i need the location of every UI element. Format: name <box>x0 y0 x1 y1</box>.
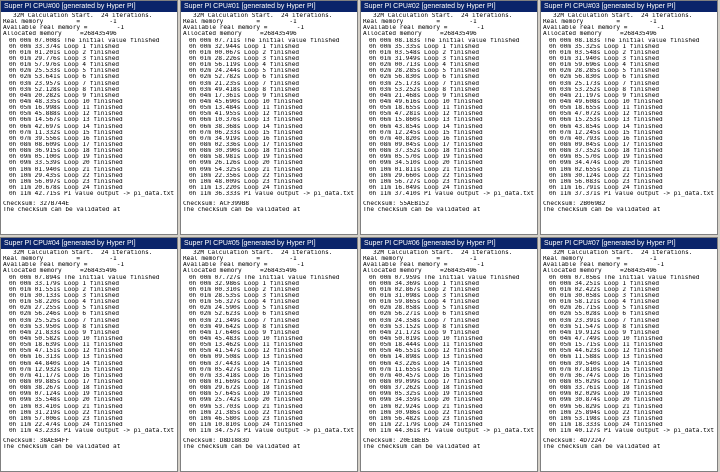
validate-line: The checksum can be validated at <box>3 207 121 214</box>
header-line-available-memory: Available real memory = -1 <box>183 25 305 32</box>
validate-line: The checksum can be validated at <box>543 207 661 214</box>
header-line-available-memory: Available real memory = -1 <box>543 262 665 269</box>
loop-line: 0h 01m 02.867s Loop 2 finished <box>369 286 480 293</box>
loop-line: 0h 05m 16.998s Loop 11 finished <box>9 105 123 112</box>
loop-line: 0h 11m 10.810s Loop 24 finished <box>189 421 303 428</box>
validate-line: The checksum can be validated at <box>3 444 121 451</box>
header-line-available-memory: Available real memory = -1 <box>543 25 665 32</box>
loop-line: 0h 01m 00.067s Loop 2 finished <box>189 49 300 56</box>
window-title[interactable]: Super PI CPU#01 [generated by Hyper PI] <box>181 1 357 12</box>
loop-line: 0h 08m 09.885s Loop 17 finished <box>9 378 123 385</box>
loop-line: 0h 07m 40.820s Loop 16 finished <box>369 135 483 142</box>
loop-line: 0h 04m 17.640s Loop 9 finished <box>189 329 300 336</box>
loop-line: 0h 01m 30.133s Loop 3 finished <box>9 292 120 299</box>
loop-line: 0h 10m 02.655s Loop 21 finished <box>549 166 663 173</box>
loop-line: 0h 00m 34.369s Loop 1 finished <box>369 280 480 287</box>
loop-line: 0h 09m 34.510s Loop 20 finished <box>369 160 483 167</box>
header-line-real-memory: Real memory = -1 <box>363 256 477 263</box>
header-line-real-memory: Real memory = -1 <box>543 256 657 263</box>
loop-line: 0h 01m 28.535s Loop 3 finished <box>189 292 300 299</box>
pi-output-line: 0h 11m 43.233s PI value output -> pi_data.txt <box>9 428 175 435</box>
loop-line: 0h 01m 00.310s Loop 2 finished <box>189 286 300 293</box>
loop-line: 0h 06m 15.253s Loop 13 finished <box>549 117 663 124</box>
loop-line: 0h 07m 40.793s Loop 16 finished <box>549 135 663 142</box>
loop-line: 0h 10m 02.924s Loop 21 finished <box>369 403 483 410</box>
loop-line: 0h 05m 47.072s Loop 12 finished <box>549 111 663 118</box>
loop-line: 0h 02m 56.246s Loop 6 finished <box>9 311 120 318</box>
loop-line: 0h 06m 09.508s Loop 13 finished <box>189 354 303 361</box>
header-line-calc-start: 32M Calculation Start. 24 iterations. <box>13 250 153 256</box>
loop-line: 0h 08m 08.609s Loop 17 finished <box>9 141 123 148</box>
loop-line: 0h 08m 05.029s Loop 17 finished <box>549 378 663 385</box>
superpi-window-7[interactable] <box>540 237 718 472</box>
superpi-window-4[interactable] <box>0 237 178 472</box>
loop-line: 0h 11m 22.474s Loop 24 finished <box>9 421 123 428</box>
loop-line: 0h 03m 53.152s Loop 8 finished <box>369 323 480 330</box>
loop-line: 0h 00m 08.183s The initial value finished <box>369 37 520 44</box>
loop-line: 0h 09m 05.570s Loop 19 finished <box>549 154 663 161</box>
loop-line: 0h 06m 14.898s Loop 13 finished <box>369 354 483 361</box>
console-output <box>541 249 717 451</box>
window-title[interactable]: Super PI CPU#00 [generated by Hyper PI] <box>1 1 177 12</box>
loop-line: 0h 10m 57.006s Loop 23 finished <box>9 415 123 422</box>
header-line-allocated-memory: Allocated memory =268435496 <box>543 268 657 275</box>
loop-line: 0h 05m 41.547s Loop 12 finished <box>189 348 303 355</box>
loop-line: 0h 04m 50.582s Loop 10 finished <box>9 335 123 342</box>
header-line-real-memory: Real memory = -1 <box>183 19 297 26</box>
loop-line: 0h 07m 36.747s Loop 16 finished <box>549 372 663 379</box>
loop-line: 0h 03m 23.391s Loop 7 finished <box>549 317 660 324</box>
pi-output-line: 0h 11m 42.715s PI value output -> pi_data.txt <box>9 191 175 198</box>
pi-output-line: 0h 11m 37.410s PI value output -> pi_data.txt <box>369 191 535 198</box>
loop-line: 0h 10m 25.894s Loop 22 finished <box>549 409 663 416</box>
header-line-calc-start: 32M Calculation Start. 24 iterations. <box>373 250 513 256</box>
loop-line: 0h 04m 20.282s Loop 9 finished <box>9 92 120 99</box>
loop-line: 0h 07m 41.177s Loop 16 finished <box>9 372 123 379</box>
checksum-line: Checksum: 38AEB4FF <box>3 438 70 445</box>
loop-line: 0h 01m 58.121s Loop 4 finished <box>549 299 660 306</box>
loop-line: 0h 05m 18.444s Loop 11 finished <box>369 342 483 349</box>
header-line-allocated-memory: Allocated memory =268435496 <box>183 268 297 275</box>
loop-line: 0h 02m 52.782s Loop 6 finished <box>189 74 300 81</box>
validate-line: The checksum can be validated at <box>183 207 301 214</box>
window-title[interactable]: Super PI CPU#05 [generated by Hyper PI] <box>181 238 357 249</box>
loop-line: 0h 04m 49.608s Loop 10 finished <box>549 98 663 105</box>
loop-line: 0h 05m 18.639s Loop 11 finished <box>9 342 123 349</box>
loop-line: 0h 08m 57.645s Loop 19 finished <box>189 391 303 398</box>
header-line-real-memory: Real memory = -1 <box>183 256 297 263</box>
loop-line: 0h 08m 09.045s Loop 17 finished <box>369 141 483 148</box>
loop-line: 0h 10m 56.482s Loop 23 finished <box>369 415 483 422</box>
loop-line: 0h 06m 43.854s Loop 14 finished <box>549 123 663 130</box>
loop-line: 0h 10m 56.727s Loop 23 finished <box>369 178 483 185</box>
loop-line: 0h 04m 21.172s Loop 9 finished <box>369 329 480 336</box>
loop-line: 0h 05m 18.655s Loop 11 finished <box>549 105 663 112</box>
loop-line: 0h 00m 07.894s The initial value finished <box>9 274 160 281</box>
loop-line: 0h 11m 20.678s Loop 24 finished <box>9 184 123 191</box>
loop-line: 0h 05m 15.715s Loop 11 finished <box>549 342 663 349</box>
loop-line: 0h 06m 44.840s Loop 14 finished <box>9 360 123 367</box>
loop-line: 0h 09m 05.100s Loop 19 finished <box>9 154 123 161</box>
checksum-line: Checksum: 55AEB152 <box>363 201 430 208</box>
loop-line: 0h 10m 22.356s Loop 22 finished <box>189 172 303 179</box>
loop-line: 0h 01m 31.098s Loop 3 finished <box>369 292 480 299</box>
header-line-calc-start: 32M Calculation Start. 24 iterations. <box>193 13 333 19</box>
loop-line: 0h 09m 05.570s Loop 19 finished <box>369 154 483 161</box>
loop-line: 0h 00m 35.325s Loop 1 finished <box>549 43 660 50</box>
loop-line: 0h 07m 05.427s Loop 15 finished <box>189 366 303 373</box>
loop-line: 0h 04m 45.690s Loop 10 finished <box>189 98 303 105</box>
loop-line: 0h 00m 32.944s Loop 1 finished <box>189 43 300 50</box>
loop-line: 0h 07m 12.245s Loop 15 finished <box>369 129 483 136</box>
console-output <box>541 12 717 214</box>
loop-line: 0h 04m 17.361s Loop 9 finished <box>189 92 300 99</box>
loop-line: 0h 02m 56.271s Loop 6 finished <box>369 311 480 318</box>
pi-output-line: 0h 11m 37.371s PI value output -> pi_data.txt <box>549 191 715 198</box>
loop-line: 0h 08m 01.669s Loop 17 finished <box>189 378 303 385</box>
loop-line: 0h 06m 15.860s Loop 13 finished <box>369 117 483 124</box>
loop-line: 0h 06m 38.368s Loop 14 finished <box>189 123 303 130</box>
loop-line: 0h 04m 21.197s Loop 9 finished <box>549 92 660 99</box>
window-title[interactable]: Super PI CPU#03 [generated by Hyper PI] <box>541 1 717 12</box>
loop-line: 0h 02m 56.830s Loop 6 finished <box>369 74 480 81</box>
loop-line: 0h 11m 18.333s Loop 24 finished <box>549 421 663 428</box>
loop-line: 0h 01m 59.696s Loop 4 finished <box>549 62 660 69</box>
window-title[interactable]: Super PI CPU#04 [generated by Hyper PI] <box>1 238 177 249</box>
loop-line: 0h 07m 12.245s Loop 15 finished <box>549 129 663 136</box>
loop-line: 0h 06m 42.697s Loop 14 finished <box>9 123 123 130</box>
loop-line: 0h 02m 28.058s Loop 5 finished <box>369 305 480 312</box>
loop-line: 0h 00m 08.183s The initial value finished <box>549 37 700 44</box>
loop-line: 0h 09m 02.029s Loop 19 finished <box>549 391 663 398</box>
loop-line: 0h 04m 47.749s Loop 10 finished <box>549 335 663 342</box>
loop-line: 0h 02m 56.830s Loop 6 finished <box>549 74 660 81</box>
loop-line: 0h 01m 29.776s Loop 3 finished <box>9 55 120 62</box>
loop-line: 0h 10m 48.009s Loop 23 finished <box>189 178 303 185</box>
loop-line: 0h 11m 22.179s Loop 24 finished <box>369 421 483 428</box>
loop-line: 0h 03m 53.950s Loop 8 finished <box>9 323 120 330</box>
loop-line: 0h 05m 46.551s Loop 12 finished <box>369 348 483 355</box>
loop-line: 0h 08m 37.352s Loop 18 finished <box>549 148 663 155</box>
header-line-allocated-memory: Allocated memory =268435496 <box>363 268 477 275</box>
loop-line: 0h 01m 28.226s Loop 3 finished <box>189 55 300 62</box>
superpi-window-5[interactable] <box>180 237 358 472</box>
loop-line: 0h 02m 52.623s Loop 6 finished <box>189 311 300 318</box>
checksum-line: Checksum: 327B744E <box>3 201 70 208</box>
loop-line: 0h 09m 26.126s Loop 20 finished <box>189 160 303 167</box>
loop-line: 0h 11m 16.049s Loop 24 finished <box>369 184 483 191</box>
header-line-allocated-memory: Allocated memory =268435496 <box>363 31 477 38</box>
loop-line: 0h 02m 53.641s Loop 6 finished <box>9 74 120 81</box>
loop-line: 0h 03m 51.547s Loop 8 finished <box>549 323 660 330</box>
superpi-window-3[interactable] <box>540 0 718 235</box>
superpi-window-0[interactable] <box>0 0 178 235</box>
loop-line: 0h 01m 02.422s Loop 2 finished <box>549 286 660 293</box>
loop-line: 0h 06m 37.443s Loop 14 finished <box>189 360 303 367</box>
loop-line: 0h 07m 11.332s Loop 15 finished <box>9 129 123 136</box>
loop-line: 0h 03m 53.252s Loop 8 finished <box>549 86 660 93</box>
loop-line: 0h 03m 53.252s Loop 8 finished <box>369 86 480 93</box>
loop-line: 0h 08m 09.099s Loop 17 finished <box>369 378 483 385</box>
loop-line: 0h 05m 18.655s Loop 11 finished <box>369 105 483 112</box>
console-output <box>1 249 177 451</box>
loop-line: 0h 03m 49.418s Loop 8 finished <box>189 86 300 93</box>
header-line-real-memory: Real memory = -1 <box>363 19 477 26</box>
loop-line: 0h 01m 03.548s Loop 2 finished <box>549 49 660 56</box>
loop-line: 0h 06m 11.588s Loop 13 finished <box>549 354 663 361</box>
loop-line: 0h 10m 29.435s Loop 22 finished <box>9 172 123 179</box>
console-output <box>361 12 537 214</box>
loop-line: 0h 09m 54.325s Loop 21 finished <box>189 166 303 173</box>
loop-line: 0h 01m 56.119s Loop 4 finished <box>189 62 300 69</box>
loop-line: 0h 10m 53.198s Loop 23 finished <box>549 415 663 422</box>
loop-line: 0h 04m 21.468s Loop 9 finished <box>369 92 480 99</box>
header-line-available-memory: Available real memory = -1 <box>363 262 485 269</box>
loop-line: 0h 08m 29.672s Loop 18 finished <box>189 385 303 392</box>
loop-line: 0h 06m 43.854s Loop 14 finished <box>369 123 483 130</box>
loop-line: 0h 04m 50.019s Loop 10 finished <box>369 335 483 342</box>
loop-line: 0h 09m 25.742s Loop 20 finished <box>189 397 303 404</box>
loop-line: 0h 03m 25.173s Loop 7 finished <box>549 80 660 87</box>
loop-line: 0h 08m 38.267s Loop 18 finished <box>9 385 123 392</box>
loop-line: 0h 04m 21.833s Loop 9 finished <box>9 329 120 336</box>
loop-line: 0h 10m 30.986s Loop 22 finished <box>369 409 483 416</box>
loop-line: 0h 09m 35.548s Loop 20 finished <box>9 397 123 404</box>
loop-line: 0h 11m 16.791s Loop 24 finished <box>549 184 663 191</box>
loop-line: 0h 02m 55.028s Loop 6 finished <box>549 311 660 318</box>
loop-line: 0h 00m 33.179s Loop 1 finished <box>9 280 120 287</box>
header-line-allocated-memory: Allocated memory =268435496 <box>3 268 117 275</box>
loop-line: 0h 03m 25.525s Loop 7 finished <box>9 317 120 324</box>
loop-line: 0h 01m 01.201s Loop 2 finished <box>9 49 120 56</box>
pi-output-line: 0h 11m 40.127s PI value output -> pi_data.txt <box>549 428 715 435</box>
loop-line: 0h 09m 30.874s Loop 20 finished <box>549 397 663 404</box>
loop-line: 0h 04m 45.483s Loop 10 finished <box>189 335 303 342</box>
header-line-available-memory: Available real memory = -1 <box>3 262 125 269</box>
loop-line: 0h 10m 01.811s Loop 21 finished <box>369 166 483 173</box>
loop-line: 0h 01m 58.220s Loop 4 finished <box>9 299 120 306</box>
loop-line: 0h 07m 39.556s Loop 16 finished <box>9 135 123 142</box>
loop-line: 0h 05m 44.623s Loop 12 finished <box>549 348 663 355</box>
loop-line: 0h 09m 53.703s Loop 21 finished <box>189 403 303 410</box>
loop-line: 0h 10m 21.385s Loop 22 finished <box>189 409 303 416</box>
loop-line: 0h 02m 26.715s Loop 5 finished <box>549 305 660 312</box>
header-line-calc-start: 32M Calculation Start. 24 iterations. <box>553 13 693 19</box>
loop-line: 0h 05m 47.281s Loop 12 finished <box>369 111 483 118</box>
loop-line: 0h 03m 52.128s Loop 8 finished <box>9 86 120 93</box>
loop-line: 0h 07m 40.457s Loop 16 finished <box>369 372 483 379</box>
loop-line: 0h 06m 16.313s Loop 13 finished <box>9 354 123 361</box>
loop-line: 0h 07m 33.418s Loop 16 finished <box>189 372 303 379</box>
header-line-calc-start: 32M Calculation Start. 24 iterations. <box>13 13 153 19</box>
superpi-window-1[interactable] <box>180 0 358 235</box>
loop-line: 0h 01m 57.976s Loop 4 finished <box>9 62 120 69</box>
header-line-real-memory: Real memory = -1 <box>3 256 117 263</box>
loop-line: 0h 09m 56.829s Loop 21 finished <box>549 403 663 410</box>
loop-line: 0h 03m 21.349s Loop 7 finished <box>189 317 300 324</box>
loop-line: 0h 06m 43.226s Loop 14 finished <box>369 360 483 367</box>
loop-line: 0h 00m 07.711s The initial value finished <box>189 37 340 44</box>
console-output <box>1 12 177 214</box>
validate-line: The checksum can be validated at <box>363 207 481 214</box>
loop-line: 0h 00m 35.335s Loop 1 finished <box>369 43 480 50</box>
header-line-calc-start: 32M Calculation Start. 24 iterations. <box>553 250 693 256</box>
loop-line: 0h 06m 10.376s Loop 13 finished <box>189 117 303 124</box>
loop-line: 0h 07m 07.810s Loop 15 finished <box>549 366 663 373</box>
loop-line: 0h 02m 24.244s Loop 5 finished <box>189 68 300 75</box>
loop-line: 0h 09m 34.474s Loop 20 finished <box>549 160 663 167</box>
header-line-allocated-memory: Allocated memory =268435496 <box>543 31 657 38</box>
loop-line: 0h 02m 28.285s Loop 5 finished <box>549 68 660 75</box>
loop-line: 0h 00m 33.374s Loop 1 finished <box>9 43 120 50</box>
loop-line: 0h 00m 32.986s Loop 1 finished <box>189 280 300 287</box>
loop-line: 0h 10m 56.097s Loop 23 finished <box>9 178 123 185</box>
checksum-line: Checksum: 20E1BEB5 <box>363 438 430 445</box>
loop-line: 0h 02m 27.255s Loop 5 finished <box>9 305 120 312</box>
loop-line: 0h 08m 58.981s Loop 19 finished <box>189 154 303 161</box>
loop-line: 0h 00m 07.727s The initial value finished <box>189 274 340 281</box>
header-line-available-memory: Available real memory = -1 <box>363 25 485 32</box>
loop-line: 0h 08m 30.390s Loop 18 finished <box>189 148 303 155</box>
loop-line: 0h 10m 56.083s Loop 23 finished <box>549 178 663 185</box>
loop-line: 0h 04m 49.616s Loop 10 finished <box>369 98 483 105</box>
loop-line: 0h 02m 28.285s Loop 5 finished <box>369 68 480 75</box>
loop-line: 0h 01m 01.551s Loop 2 finished <box>9 286 120 293</box>
checksum-line: Checksum: 2B069B2 <box>543 201 606 208</box>
loop-line: 0h 09m 33.539s Loop 20 finished <box>9 160 123 167</box>
window-title[interactable]: Super PI CPU#06 [generated by Hyper PI] <box>361 238 537 249</box>
loop-line: 0h 05m 47.151s Loop 12 finished <box>9 348 123 355</box>
loop-line: 0h 02m 25.533s Loop 5 finished <box>9 68 120 75</box>
loop-line: 0h 10m 29.660s Loop 22 finished <box>369 172 483 179</box>
loop-line: 0h 05m 45.888s Loop 12 finished <box>9 111 123 118</box>
console-output <box>361 249 537 451</box>
loop-line: 0h 01m 03.548s Loop 2 finished <box>369 49 480 56</box>
window-title[interactable]: Super PI CPU#07 [generated by Hyper PI] <box>541 238 717 249</box>
header-line-allocated-memory: Allocated memory =268435496 <box>3 31 117 38</box>
loop-line: 0h 06m 14.567s Loop 13 finished <box>9 117 123 124</box>
loop-line: 0h 07m 34.919s Loop 16 finished <box>189 135 303 142</box>
loop-line: 0h 05m 13.462s Loop 11 finished <box>189 342 303 349</box>
loop-line: 0h 03m 24.358s Loop 7 finished <box>369 317 480 324</box>
loop-line: 0h 01m 59.865s Loop 4 finished <box>369 299 480 306</box>
validate-line: The checksum can be validated at <box>363 444 481 451</box>
validate-line: The checksum can be validated at <box>183 444 301 451</box>
loop-line: 0h 04m 48.335s Loop 10 finished <box>9 98 123 105</box>
loop-line: 0h 06m 39.540s Loop 14 finished <box>549 360 663 367</box>
loop-line: 0h 03m 25.173s Loop 7 finished <box>369 80 480 87</box>
loop-line: 0h 10m 03.410s Loop 21 finished <box>9 403 123 410</box>
loop-line: 0h 02m 24.590s Loop 5 finished <box>189 305 300 312</box>
loop-line: 0h 04m 19.912s Loop 9 finished <box>549 329 660 336</box>
checksum-line: Checksum: ACF399B8 <box>183 201 250 208</box>
superpi-window-6[interactable] <box>360 237 538 472</box>
loop-line: 0h 08m 36.915s Loop 18 finished <box>9 148 123 155</box>
validate-line: The checksum can be validated at <box>543 444 661 451</box>
checksum-line: Checksum: 4D72247 <box>543 438 606 445</box>
pi-output-line: 0h 11m 44.361s PI value output -> pi_data.txt <box>369 428 535 435</box>
header-line-allocated-memory: Allocated memory =268435496 <box>183 31 297 38</box>
loop-line: 0h 00m 07.008s The initial value finished <box>9 37 160 44</box>
loop-line: 0h 11m 13.220s Loop 24 finished <box>189 184 303 191</box>
loop-line: 0h 01m 56.327s Loop 4 finished <box>189 299 300 306</box>
loop-line: 0h 07m 11.655s Loop 15 finished <box>369 366 483 373</box>
loop-line: 0h 03m 23.957s Loop 7 finished <box>9 80 120 87</box>
loop-line: 0h 08m 37.352s Loop 18 finished <box>369 148 483 155</box>
loop-line: 0h 01m 31.949s Loop 3 finished <box>369 55 480 62</box>
superpi-window-2[interactable] <box>360 0 538 235</box>
loop-line: 0h 08m 09.045s Loop 17 finished <box>549 141 663 148</box>
pi-output-line: 0h 11m 34.757s PI value output -> pi_data.txt <box>189 428 355 435</box>
loop-line: 0h 10m 30.124s Loop 22 finished <box>549 172 663 179</box>
loop-line: 0h 10m 01.940s Loop 21 finished <box>9 166 123 173</box>
loop-line: 0h 09m 34.359s Loop 20 finished <box>369 397 483 404</box>
loop-line: 0h 10m 46.580s Loop 23 finished <box>189 415 303 422</box>
pi-output-line: 0h 11m 36.333s PI value output -> pi_data.txt <box>189 191 355 198</box>
header-line-real-memory: Real memory = -1 <box>543 19 657 26</box>
loop-line: 0h 05m 13.484s Loop 11 finished <box>189 105 303 112</box>
checksum-line: Checksum: D8D1883D <box>183 438 250 445</box>
loop-line: 0h 07m 12.932s Loop 15 finished <box>9 366 123 373</box>
loop-line: 0h 08m 02.336s Loop 17 finished <box>189 141 303 148</box>
header-line-available-memory: Available real memory = -1 <box>3 25 125 32</box>
loop-line: 0h 05m 41.955s Loop 12 finished <box>189 111 303 118</box>
console-output <box>181 249 357 451</box>
loop-line: 0h 07m 06.233s Loop 15 finished <box>189 129 303 136</box>
header-line-real-memory: Real memory = -1 <box>3 19 117 26</box>
loop-line: 0h 10m 31.219s Loop 22 finished <box>9 409 123 416</box>
loop-line: 0h 08m 33.761s Loop 18 finished <box>549 385 663 392</box>
loop-line: 0h 09m 07.124s Loop 19 finished <box>9 391 123 398</box>
loop-line: 0h 08m 37.262s Loop 18 finished <box>369 385 483 392</box>
loop-line: 0h 03m 49.642s Loop 8 finished <box>189 323 300 330</box>
window-title[interactable]: Super PI CPU#02 [generated by Hyper PI] <box>361 1 537 12</box>
loop-line: 0h 02m 00.713s Loop 4 finished <box>369 62 480 69</box>
loop-line: 0h 01m 31.940s Loop 3 finished <box>549 55 660 62</box>
header-line-calc-start: 32M Calculation Start. 24 iterations. <box>373 13 513 19</box>
loop-line: 0h 01m 30.058s Loop 3 finished <box>549 292 660 299</box>
loop-line: 0h 00m 07.056s The initial value finished <box>549 274 700 281</box>
header-line-calc-start: 32M Calculation Start. 24 iterations. <box>193 250 333 256</box>
loop-line: 0h 09m 05.325s Loop 19 finished <box>369 391 483 398</box>
console-output <box>181 12 357 214</box>
loop-line: 0h 03m 21.235s Loop 7 finished <box>189 80 300 87</box>
loop-line: 0h 00m 34.251s Loop 1 finished <box>549 280 660 287</box>
header-line-available-memory: Available real memory = -1 <box>183 262 305 269</box>
loop-line: 0h 00m 07.959s The initial value finished <box>369 274 520 281</box>
